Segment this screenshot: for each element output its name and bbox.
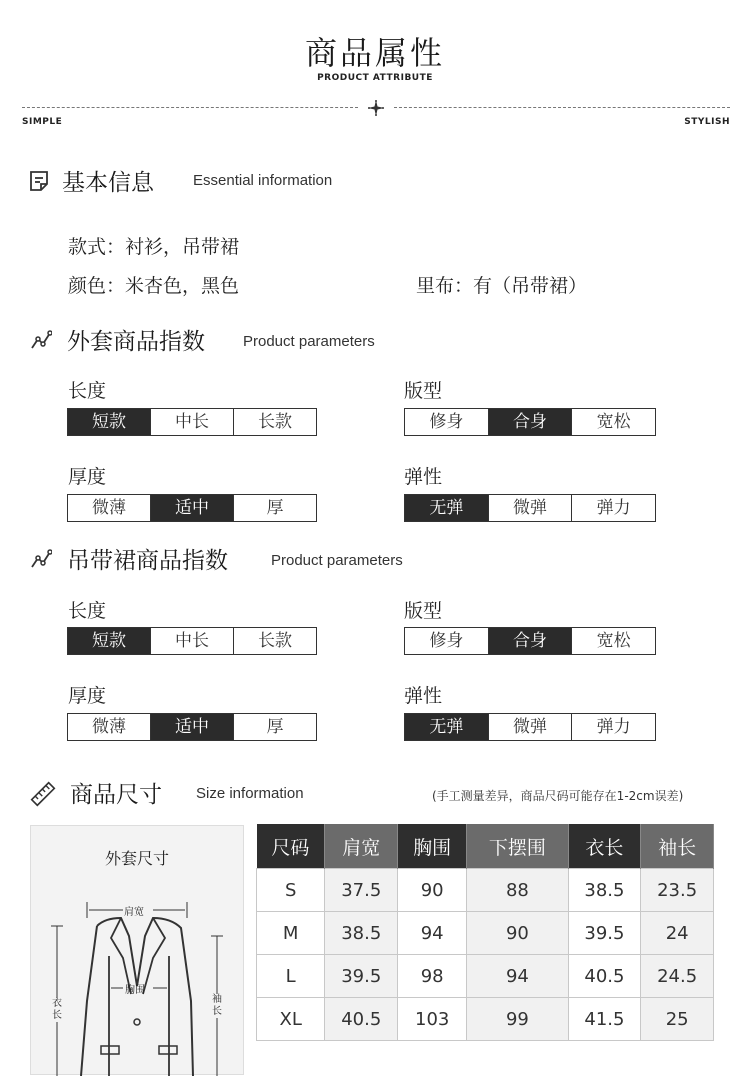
diagram-title: 外套尺寸 bbox=[104, 849, 169, 868]
trend-line-icon bbox=[30, 329, 52, 351]
info-style: 款式：衬衫，吊带裙 bbox=[68, 236, 240, 258]
coat-thickness-label: 厚度 bbox=[68, 466, 107, 488]
coat-length-option: 长款 bbox=[258, 412, 292, 432]
header-cell: 袖长 bbox=[641, 824, 714, 869]
section-title-basic-en: Essential information bbox=[193, 172, 333, 189]
table-cell: 24 bbox=[641, 912, 714, 955]
coat-thickness-option: 适中 bbox=[151, 495, 234, 521]
divider-right bbox=[394, 107, 730, 108]
dress-thickness-option: 微薄 bbox=[68, 714, 151, 740]
dress-length-option: 长款 bbox=[258, 631, 292, 651]
table-cell: L bbox=[257, 955, 325, 998]
coat-elasticity-option: 微弹 bbox=[489, 495, 573, 521]
four-point-ornament-icon bbox=[366, 98, 386, 118]
section-title-basic: 基本信息 bbox=[62, 170, 154, 196]
coat-thickness-scale bbox=[67, 494, 317, 522]
section-title-size: 商品尺寸 bbox=[70, 782, 162, 808]
coat-size-diagram bbox=[30, 825, 244, 1075]
ruler-icon bbox=[30, 781, 56, 807]
section-title-dress: 吊带裙商品指数 bbox=[67, 548, 228, 574]
coat-length-option: 中长 bbox=[151, 409, 234, 435]
coat-thickness-option: 厚 bbox=[266, 498, 284, 518]
dress-fit-label: 版型 bbox=[404, 600, 443, 622]
header-cell: 肩宽 bbox=[325, 824, 398, 869]
header-cell: 下摆围 bbox=[467, 824, 568, 869]
table-cell: M bbox=[257, 912, 325, 955]
table-cell: 25 bbox=[641, 998, 714, 1041]
dress-thickness-label: 厚度 bbox=[68, 685, 107, 707]
dress-length-option: 短款 bbox=[68, 628, 151, 654]
dress-length-option: 中长 bbox=[151, 628, 234, 654]
document-icon bbox=[28, 170, 50, 192]
page-subtitle: PRODUCT ATTRIBUTE bbox=[317, 73, 433, 83]
table-row bbox=[257, 955, 714, 998]
coat-fit-option: 宽松 bbox=[596, 412, 631, 432]
table-cell: 99 bbox=[467, 998, 568, 1041]
info-lining: 里布：有（吊带裙） bbox=[416, 275, 588, 297]
dress-elasticity-option: 弹力 bbox=[596, 717, 631, 737]
coat-fit-option: 合身 bbox=[489, 409, 573, 435]
diagram-label-length: 衣长 bbox=[52, 998, 62, 1021]
dress-elasticity-option: 无弹 bbox=[405, 714, 489, 740]
section-title-coat: 外套商品指数 bbox=[67, 329, 205, 355]
dress-fit-option: 合身 bbox=[489, 628, 573, 654]
coat-length-option: 短款 bbox=[68, 409, 151, 435]
table-cell: 94 bbox=[398, 912, 467, 955]
dress-elasticity-scale bbox=[404, 713, 656, 741]
coat-elasticity-option: 无弹 bbox=[405, 495, 489, 521]
corner-left-text: SIMPLE bbox=[22, 117, 63, 127]
dress-elasticity-label: 弹性 bbox=[404, 685, 443, 707]
coat-fit-option: 修身 bbox=[405, 409, 489, 435]
dress-fit-option: 宽松 bbox=[596, 631, 631, 651]
dress-length-scale bbox=[67, 627, 317, 655]
size-table bbox=[256, 824, 714, 1041]
section-title-coat-en: Product parameters bbox=[243, 333, 375, 350]
table-cell: 90 bbox=[398, 869, 467, 912]
table-cell: S bbox=[257, 869, 325, 912]
header-cell: 尺码 bbox=[257, 824, 325, 869]
measurement-note: (手工测量差异，商品尺码可能存在1-2cm误差) bbox=[432, 789, 684, 803]
table-cell: 38.5 bbox=[325, 912, 398, 955]
coat-thickness-option: 微薄 bbox=[68, 495, 151, 521]
table-row bbox=[257, 869, 714, 912]
coat-elasticity-label: 弹性 bbox=[404, 466, 443, 488]
page-title: 商品属性 bbox=[304, 34, 445, 72]
diagram-label-sleeve: 袖长 bbox=[212, 994, 222, 1017]
table-cell: 23.5 bbox=[641, 869, 714, 912]
table-cell: 37.5 bbox=[325, 869, 398, 912]
trend-line-icon bbox=[30, 548, 52, 570]
dress-elasticity-option: 微弹 bbox=[489, 714, 573, 740]
table-cell: 24.5 bbox=[641, 955, 714, 998]
dress-length-label: 长度 bbox=[68, 600, 107, 622]
header-cell: 衣长 bbox=[568, 824, 641, 869]
dress-thickness-scale bbox=[67, 713, 317, 741]
dress-fit-option: 修身 bbox=[405, 628, 489, 654]
diagram-label-chest: 胸围 bbox=[125, 985, 145, 996]
dress-fit-scale bbox=[404, 627, 656, 655]
dress-thickness-option: 适中 bbox=[151, 714, 234, 740]
table-cell: 41.5 bbox=[568, 998, 641, 1041]
coat-length-scale bbox=[67, 408, 317, 436]
dress-thickness-option: 厚 bbox=[266, 717, 284, 737]
table-row bbox=[257, 998, 714, 1041]
table-cell: 88 bbox=[467, 869, 568, 912]
coat-fit-label: 版型 bbox=[404, 380, 443, 402]
table-cell: 98 bbox=[398, 955, 467, 998]
coat-fit-scale bbox=[404, 408, 656, 436]
diagram-label-shoulder: 肩宽 bbox=[124, 907, 144, 918]
info-color: 颜色：米杏色，黑色 bbox=[68, 275, 240, 297]
table-cell: 39.5 bbox=[568, 912, 641, 955]
table-cell: 94 bbox=[467, 955, 568, 998]
table-cell: 103 bbox=[398, 998, 467, 1041]
table-cell: 38.5 bbox=[568, 869, 641, 912]
corner-right-text: STYLISH bbox=[684, 117, 730, 127]
section-title-size-en: Size information bbox=[196, 785, 304, 802]
section-title-dress-en: Product parameters bbox=[271, 552, 403, 569]
coat-elasticity-scale bbox=[404, 494, 656, 522]
jacket-outline-icon bbox=[31, 826, 243, 1076]
coat-elasticity-option: 弹力 bbox=[596, 498, 631, 518]
size-table-header bbox=[257, 824, 714, 869]
table-cell: 39.5 bbox=[325, 955, 398, 998]
divider-left bbox=[22, 107, 358, 108]
table-cell: 90 bbox=[467, 912, 568, 955]
table-cell: XL bbox=[257, 998, 325, 1041]
table-row bbox=[257, 912, 714, 955]
coat-length-label: 长度 bbox=[68, 380, 107, 402]
table-cell: 40.5 bbox=[325, 998, 398, 1041]
header-cell: 胸围 bbox=[398, 824, 467, 869]
table-cell: 40.5 bbox=[568, 955, 641, 998]
